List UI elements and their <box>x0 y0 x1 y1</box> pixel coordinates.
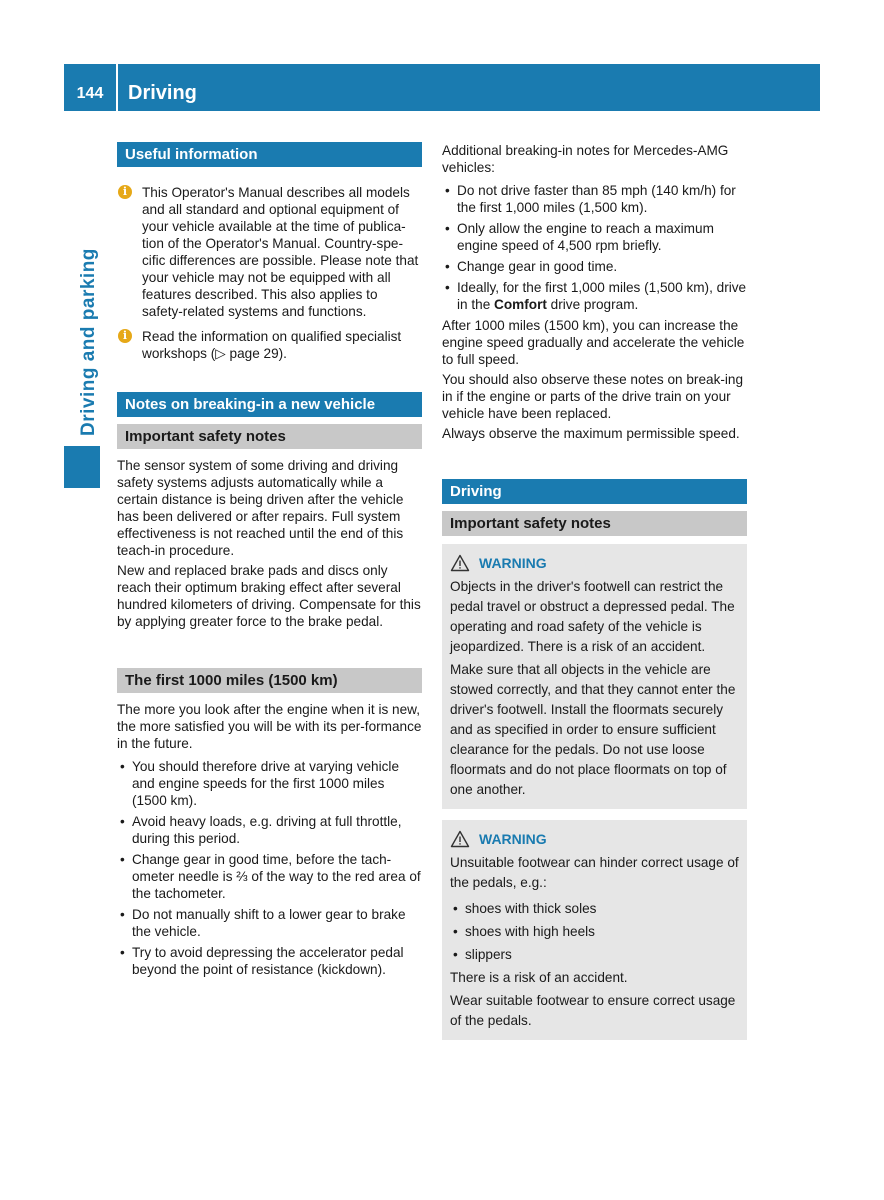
page-title: Driving <box>128 82 197 104</box>
list-item: • shoes with thick soles <box>453 901 597 916</box>
warning-paragraph: There is a risk of an accident. <box>450 970 628 985</box>
comfort-program-label: Comfort <box>494 297 547 312</box>
paragraph: New and replaced brake pads and discs only reach their optimum braking effect after several hundred kilometers of driving. Compensate for this by applying greater force to the brake pedal. <box>117 563 421 629</box>
list-item: • Try to avoid depressing the accelerator pedal beyond the point of resistance (kickdown). <box>120 945 404 977</box>
list-item: • Change gear in good time. <box>445 259 618 274</box>
info-icon: i <box>118 329 132 343</box>
list-item: • Only allow the engine to reach a maximum engine speed of 4,500 rpm briefly. <box>445 221 714 253</box>
useful-info-heading: Useful information <box>117 142 422 167</box>
paragraph: Always observe the maximum permissible speed. <box>442 426 740 441</box>
warning-label: WARNING <box>479 555 547 571</box>
warning-label: WARNING <box>479 831 547 847</box>
safety-notes-heading: Important safety notes <box>117 424 422 449</box>
warning-paragraph: Wear suitable footwear to ensure correct usage of the pedals. <box>450 993 736 1028</box>
info-note <box>117 184 422 320</box>
warning-heading <box>450 553 739 573</box>
paragraph: After 1000 miles (1500 km), you can increase the engine speed gradually and accelerate the vehicle to full speed. <box>442 318 745 367</box>
breaking-in-heading: Notes on breaking-in a new vehicle <box>117 392 422 417</box>
list-item: • slippers <box>453 947 512 962</box>
first-miles-heading: The first 1000 miles (1500 km) <box>117 668 422 693</box>
warning-box <box>442 544 747 809</box>
footwear-list <box>450 899 739 965</box>
list-item: • You should therefore drive at varying vehicle and engine speeds for the first 1000 miles (1500 km). <box>120 759 400 808</box>
list-item: • shoes with high heels <box>453 924 595 939</box>
warning-box <box>442 820 747 1040</box>
info-note <box>117 328 422 362</box>
list-item: • Do not drive faster than 85 mph (140 km/h) for the first 1,000 miles (1,500 km). <box>445 183 736 215</box>
list-item: • Change gear in good time, before the tach-ometer needle is ⅔ of the way to the red area of the tachometer. <box>120 852 421 901</box>
paragraph: The sensor system of some driving and driving safety systems adjusts automatically while a certain distance is being driven after the vehicle has been delivered or after repairs. Full system effectiveness is not reached until the end of this teach-in procedure. <box>117 458 404 558</box>
warning-paragraph: Make sure that all objects in the vehicle are stowed correctly, and that they cannot enter the driver's footwell. Install the floormats securely and as specified in order to ensure sufficient clearance for the pedals. Do not use loose floormats and do not place floormats on top of one another. <box>450 662 736 797</box>
header-divider <box>116 64 118 111</box>
info-note-text: This Operator's Manual describes all models and all standard and optional equipment of your vehicle available at the time of publica-tion of the Operator's Manual. Country-spe-cific differences are possible. Please note that your vehicle may not be equipped with all features described. This also applies to safety-related systems and functions. <box>142 185 419 319</box>
list-item: • Do not manually shift to a lower gear to brake the vehicle. <box>120 907 406 939</box>
side-tab-marker <box>64 446 100 488</box>
warning-heading <box>450 829 739 849</box>
info-note-text: Read the information on qualified specialist workshops (▷ page 29). <box>142 329 402 361</box>
paragraph: The more you look after the engine when it is new, the more satisfied you will be with its per-formance in the future. <box>117 702 422 751</box>
driving-heading: Driving <box>442 479 747 504</box>
left-column <box>117 142 422 982</box>
info-icon: i <box>118 185 132 199</box>
warning-triangle-icon <box>450 830 470 848</box>
right-column <box>442 142 747 1040</box>
warning-paragraph: Unsuitable footwear can hinder correct usage of the pedals, e.g.: <box>450 855 739 890</box>
amg-list <box>442 182 747 313</box>
warning-paragraph: Objects in the driver's footwell can restrict the pedal travel or obstruct a depressed pedal. The operating and road safety of the vehicle is jeopardized. There is a risk of an accident. <box>450 579 735 654</box>
paragraph: You should also observe these notes on break-ing in if the engine or parts of the drive train on your vehicle have been replaced. <box>442 372 744 421</box>
paragraph: Additional breaking-in notes for Mercedes-AMG vehicles: <box>442 143 729 175</box>
page-number: 144 <box>76 85 104 102</box>
list-item: • Ideally, for the first 1,000 miles (1,500 km), drive in the Comfort drive program. <box>445 280 747 312</box>
warning-triangle-icon <box>450 554 470 572</box>
side-tab-label: Driving and parking <box>78 248 99 436</box>
first-miles-list <box>117 758 422 978</box>
list-item: • Avoid heavy loads, e.g. driving at full throttle, during this period. <box>120 814 402 846</box>
safety-notes-heading: Important safety notes <box>442 511 747 536</box>
